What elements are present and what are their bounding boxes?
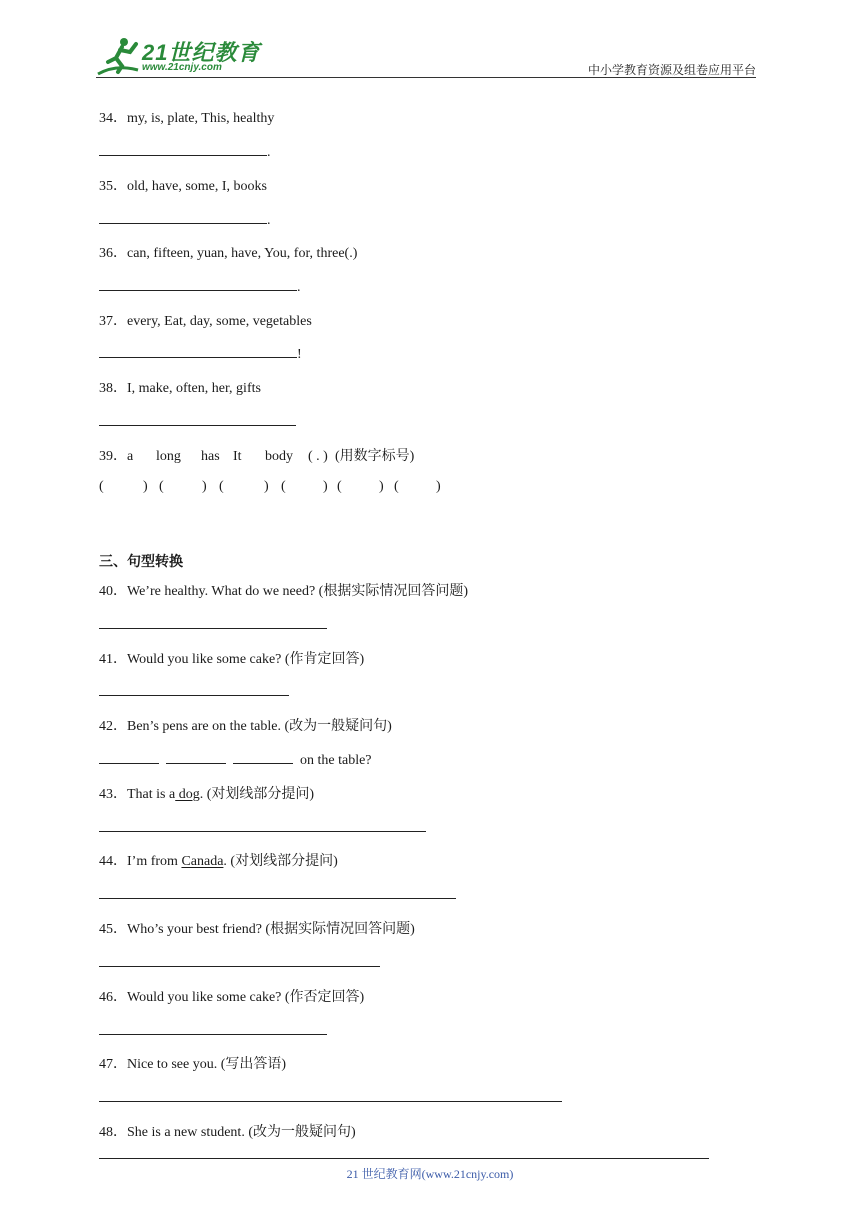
sentence-end: ! bbox=[297, 347, 302, 362]
question-number: 48． bbox=[99, 1125, 127, 1140]
word-1: a bbox=[127, 449, 134, 464]
blank[interactable] bbox=[99, 343, 297, 358]
question-text: Would you like some cake? (作肯定回答) bbox=[127, 652, 365, 667]
logo bbox=[96, 36, 266, 78]
question-number: 41． bbox=[99, 652, 127, 667]
answer-line-40[interactable] bbox=[99, 614, 327, 634]
paren-open: ( bbox=[159, 479, 164, 494]
answer-line-44[interactable] bbox=[99, 884, 456, 904]
question-note: (用数字标号) bbox=[335, 449, 415, 464]
answer-line-34[interactable] bbox=[99, 141, 271, 161]
blank[interactable] bbox=[166, 749, 226, 764]
paren-open: ( bbox=[394, 479, 399, 494]
question-text: I, make, often, her, gifts bbox=[127, 381, 261, 396]
question-43 bbox=[99, 783, 314, 803]
question-44 bbox=[99, 850, 338, 870]
question-48 bbox=[99, 1121, 356, 1141]
question-number: 37． bbox=[99, 314, 127, 329]
blank[interactable] bbox=[233, 749, 293, 764]
logo-text: 21世纪教育 bbox=[142, 40, 261, 65]
blank[interactable] bbox=[99, 209, 267, 224]
question-38 bbox=[99, 377, 261, 397]
word-2: long bbox=[156, 449, 181, 464]
question-42 bbox=[99, 715, 392, 735]
footer-text: 21 世纪教育网(www.21cnjy.com) bbox=[346, 1167, 514, 1181]
paren-close: ) bbox=[323, 479, 328, 494]
blank[interactable] bbox=[99, 817, 426, 832]
question-34 bbox=[99, 107, 274, 127]
blank[interactable] bbox=[99, 952, 380, 967]
question-36 bbox=[99, 242, 357, 262]
question-number: 45． bbox=[99, 922, 127, 937]
blank[interactable] bbox=[99, 749, 159, 764]
blank[interactable] bbox=[99, 681, 289, 696]
blank[interactable] bbox=[99, 411, 296, 426]
question-text: old, have, some, I, books bbox=[127, 179, 267, 194]
question-number: 43． bbox=[99, 787, 127, 802]
word-3: has bbox=[201, 449, 220, 464]
question-number: 40． bbox=[99, 584, 127, 599]
paren-open: ( bbox=[337, 479, 342, 494]
word-5: body bbox=[265, 449, 293, 464]
section-title: 三、句型转换 bbox=[99, 554, 183, 570]
answer-line-36[interactable] bbox=[99, 276, 301, 296]
word-4: It bbox=[233, 449, 242, 464]
paren-close: ) bbox=[143, 479, 148, 494]
sentence-end: . bbox=[267, 213, 271, 228]
word-6: ( . ) bbox=[308, 449, 328, 464]
question-number: 38． bbox=[99, 381, 127, 396]
question-number: 42． bbox=[99, 719, 127, 734]
answer-line-35[interactable] bbox=[99, 209, 271, 229]
answer-line-38[interactable] bbox=[99, 411, 296, 431]
question-text: We’re healthy. What do we need? (根据实际情况回答问题) bbox=[127, 584, 468, 599]
answer-line-42[interactable] bbox=[99, 749, 372, 769]
paren-open: ( bbox=[99, 479, 104, 494]
question-text: my, is, plate, This, healthy bbox=[127, 111, 275, 126]
platform-title: 中小学教育资源及组卷应用平台 bbox=[587, 63, 756, 77]
question-text: every, Eat, day, some, vegetables bbox=[127, 314, 312, 329]
paren-open: ( bbox=[281, 479, 286, 494]
question-39 bbox=[99, 445, 414, 465]
answer-line-46[interactable] bbox=[99, 1020, 327, 1040]
question-number: 47． bbox=[99, 1057, 127, 1072]
blank[interactable] bbox=[99, 884, 456, 899]
paren-close: ) bbox=[202, 479, 207, 494]
question-number: 34． bbox=[99, 111, 127, 126]
question-text: Would you like some cake? (作否定回答) bbox=[127, 990, 365, 1005]
blank[interactable] bbox=[99, 614, 327, 629]
header-divider bbox=[96, 77, 756, 78]
question-text: She is a new student. (改为一般疑问句) bbox=[127, 1125, 356, 1140]
answer-tail: on the table? bbox=[300, 753, 372, 768]
question-35 bbox=[99, 175, 267, 195]
answer-line-37[interactable] bbox=[99, 343, 302, 363]
question-37 bbox=[99, 310, 312, 330]
question-number: 36． bbox=[99, 246, 127, 261]
question-46 bbox=[99, 986, 364, 1006]
question-number: 39． bbox=[99, 449, 127, 464]
question-text: Who’s your best friend? (根据实际情况回答问题) bbox=[127, 922, 415, 937]
question-text: can, fifteen, yuan, have, You, for, three(.) bbox=[127, 246, 358, 261]
answer-line-47[interactable] bbox=[99, 1087, 562, 1107]
blank[interactable] bbox=[99, 141, 267, 156]
sentence-end: . bbox=[267, 145, 271, 160]
question-number: 35． bbox=[99, 179, 127, 194]
question-47 bbox=[99, 1053, 286, 1073]
page-header bbox=[96, 30, 756, 78]
question-note: . (对划线部分提问) bbox=[223, 854, 338, 869]
paren-open: ( bbox=[219, 479, 224, 494]
sentence-end: . bbox=[297, 280, 301, 295]
paren-close: ) bbox=[379, 479, 384, 494]
question-number: 44． bbox=[99, 854, 127, 869]
underlined-word: dog bbox=[175, 787, 200, 802]
question-text: Nice to see you. (写出答语) bbox=[127, 1057, 287, 1072]
question-number: 46． bbox=[99, 990, 127, 1005]
blank[interactable] bbox=[99, 276, 297, 291]
question-40 bbox=[99, 580, 468, 600]
blank[interactable] bbox=[99, 1020, 327, 1035]
question-45 bbox=[99, 918, 415, 938]
paren-close: ) bbox=[436, 479, 441, 494]
question-41 bbox=[99, 648, 364, 668]
paren-close: ) bbox=[264, 479, 269, 494]
underlined-word: Canada bbox=[181, 854, 224, 869]
answer-line-43[interactable] bbox=[99, 817, 426, 837]
question-note: . (对划线部分提问) bbox=[199, 787, 315, 802]
question-text: I’m from bbox=[127, 854, 182, 869]
footer-divider bbox=[99, 1158, 709, 1159]
question-text: That is a bbox=[127, 787, 176, 802]
answer-line-41[interactable] bbox=[99, 681, 289, 701]
blank[interactable] bbox=[99, 1087, 562, 1102]
runner-logo-icon bbox=[96, 36, 140, 78]
question-text: Ben’s pens are on the table. (改为一般疑问句) bbox=[127, 719, 392, 734]
logo-url: www.21cnjy.com bbox=[142, 62, 222, 73]
answer-line-45[interactable] bbox=[99, 952, 380, 972]
answer-parens-39[interactable] bbox=[99, 479, 441, 495]
